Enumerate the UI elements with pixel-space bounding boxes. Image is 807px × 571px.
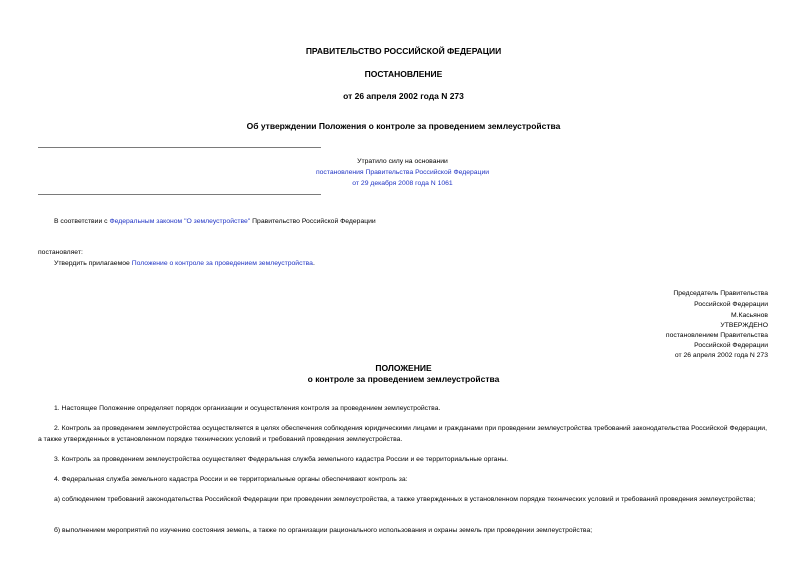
signature-position: Председатель Правительства (673, 290, 768, 297)
regulation-item-3 (38, 454, 767, 465)
regulation-item-2-text: 2. Контроль за проведением землеустройства осуществляется в целях обеспечения соблюдения юридическими лицами и гражданами при проведении землеустройства требований законодательства Российской Федерации, а также утвержденных в установленном порядке технических условий и требований проведения землеустройства. (38, 425, 767, 443)
regulation-item-4a-text: а) соблюдением требований законодательства Российской Федерации при проведении землеустройства, а также утвержденных в установленном порядке технических условий и требований проведения землеустройства; (54, 496, 756, 503)
regulation-item-1 (38, 403, 767, 414)
document-date: от 26 апреля 2002 года N 273 (343, 91, 464, 101)
approve-suffix: . (312, 260, 315, 267)
approval-title: УТВЕРЖДЕНО (720, 322, 768, 329)
regulation-item-4b-text: б) выполнением мероприятий по изучению состояния земель, а также по организации рационального использования и охраны земель при проведении землеустройства; (54, 527, 593, 534)
approval-by: постановлением Правительства (665, 332, 768, 339)
divider-bottom (38, 194, 321, 195)
regulation-item-1-text: 1. Настоящее Положение определяет порядок организации и осуществления контроля за проведением землеустройства. (54, 405, 441, 412)
law-link[interactable]: Федеральным законом "О землеустройстве" (109, 218, 251, 225)
document-type: ПОСТАНОВЛЕНИЕ (364, 69, 443, 79)
approval-country: Российской Федерации (694, 342, 768, 349)
preamble-suffix: Правительство Российской Федерации (250, 218, 376, 225)
preamble (54, 218, 376, 225)
regulation-item-4 (38, 474, 767, 485)
regulation-item-3-text: 3. Контроль за проведением землеустройства осуществляет Федеральная служба земельного кадастра России и ее территориальные органы. (54, 456, 508, 463)
government-name: ПРАВИТЕЛЬСТВО РОССИЙСКОЙ ФЕДЕРАЦИИ (305, 46, 502, 56)
decides-label: постановляет: (38, 249, 83, 256)
approval-date: от 26 апреля 2002 года N 273 (674, 352, 768, 359)
status-note-line1: Утратило силу на основании (357, 158, 448, 165)
signature-country: Российской Федерации (694, 301, 768, 308)
divider-top (38, 147, 321, 148)
approve-line (54, 260, 315, 267)
regulation-item-4b (38, 525, 767, 536)
document-title: Об утверждении Положения о контроле за проведением землеустройства (246, 121, 561, 131)
regulation-item-4a (38, 494, 767, 505)
regulation-item-2 (38, 423, 767, 445)
regulation-link[interactable]: Положение о контроле за проведением землеустройства (131, 260, 313, 267)
status-note-link-resolution[interactable]: постановления Правительства Российской Федерации (315, 169, 490, 176)
preamble-prefix: В соответствии с (54, 218, 110, 225)
status-note-link-date[interactable]: от 29 декабря 2008 года N 1061 (352, 180, 453, 187)
signature-name: М.Касьянов (730, 312, 768, 319)
approve-prefix: Утвердить прилагаемое (54, 260, 132, 267)
regulation-subtitle: о контроле за проведением землеустройства (307, 374, 500, 384)
regulation-item-4-text: 4. Федеральная служба земельного кадастра России и ее территориальные органы обеспечивают контроль за: (54, 476, 408, 483)
regulation-title: ПОЛОЖЕНИЕ (375, 363, 432, 373)
